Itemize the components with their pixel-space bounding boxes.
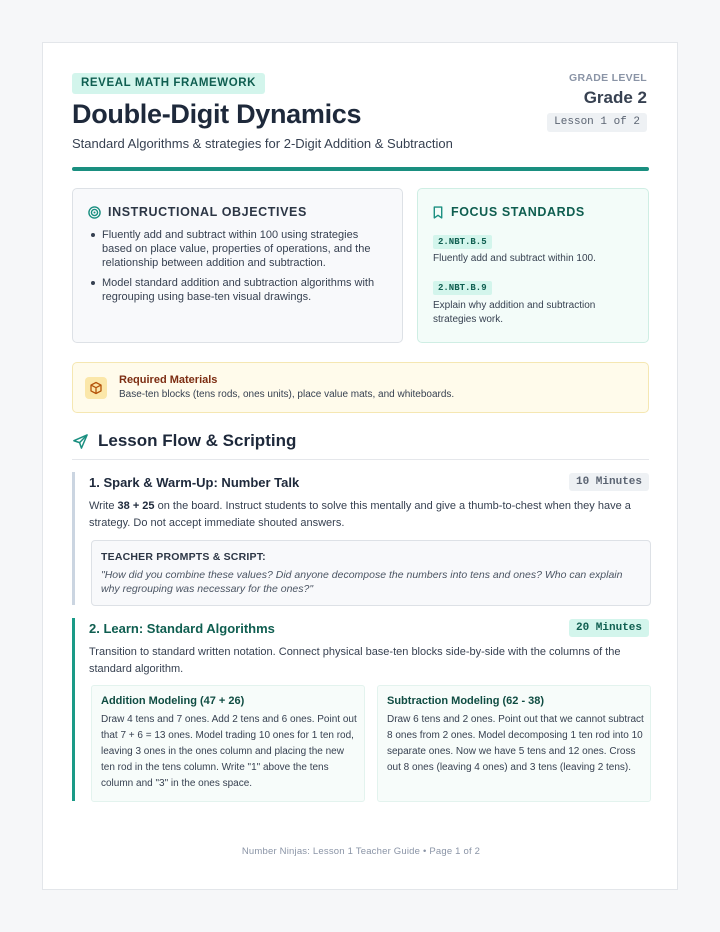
send-icon	[72, 433, 89, 450]
step-instructions: Transition to standard written notation. Connect physical base-ten blocks side-by-side with the columns of the standard algorithm.	[89, 646, 621, 675]
objectives-list	[102, 228, 389, 310]
lesson-flow-heading-row	[72, 431, 296, 451]
standard-code: 2.NBT.B.9	[433, 281, 492, 295]
page-footer: Number Ninjas: Lesson 1 Teacher Guide • Page 1 of 2	[241, 846, 481, 857]
prompt-label: TEACHER PROMPTS & SCRIPT:	[101, 551, 266, 563]
lesson-page	[42, 42, 678, 890]
standards-card	[417, 188, 649, 343]
standard-description: Fluently add and subtract within 100.	[433, 253, 596, 264]
page-subtitle: Standard Algorithms & strategies for 2-Digit Addition & Subtraction	[72, 136, 453, 151]
step-learn	[72, 618, 649, 801]
teacher-prompt-box	[91, 540, 651, 606]
instructions-text: on the board. Instruct students to solve this mentally and give a thumb-to-chest when they have a strategy. Do not accept immediate shouted answers.	[89, 500, 631, 529]
objectives-heading-row	[88, 205, 307, 219]
model-title: Addition Modeling (47 + 26)	[101, 695, 245, 707]
header-divider	[72, 167, 649, 171]
materials-title: Required Materials	[119, 374, 218, 386]
materials-callout	[72, 362, 649, 413]
instructions-text: Write	[89, 500, 118, 512]
step-title: 1. Spark & Warm-Up: Number Talk	[89, 475, 300, 490]
model-text: Draw 4 tens and 7 ones. Add 2 tens and 6 ones. Point out that 7 + 6 = 13 ones. Model trading 10 ones for 1 ten rod, leaving 3 ones in the ones column and placing the new ten rod in the tens column. Write "1" above the tens column and "3" in the ones space.	[101, 714, 357, 789]
lesson-flow-heading: Lesson Flow & Scripting	[98, 431, 297, 450]
standards-heading-row	[432, 205, 585, 219]
lesson-badge: Lesson 1 of 2	[547, 113, 647, 132]
duration-badge: 10 Minutes	[569, 473, 649, 491]
standard-code: 2.NBT.B.5	[433, 235, 492, 249]
objective-item: Model standard addition and subtraction algorithms with regrouping using base-ten visual drawings.	[102, 276, 389, 304]
standard-description: Explain why addition and subtraction strategies work.	[433, 300, 596, 325]
model-text: Draw 6 tens and 2 ones. Point out that we cannot subtract 8 ones from 2 ones. Model decomposing 1 ten rod into 10 separate ones. Now we have 5 tens and 12 ones. Cross out 8 ones (leaving 4 ones) and 3 tens (leaving 2 tens).	[387, 714, 644, 773]
grade-level-label: GRADE LEVEL	[569, 72, 647, 84]
problem-expression: 38 + 25	[117, 500, 155, 512]
duration-badge: 20 Minutes	[569, 619, 649, 637]
addition-model-card	[91, 685, 365, 802]
grade-value: Grade 2	[583, 88, 647, 107]
standards-heading: FOCUS STANDARDS	[451, 205, 585, 219]
materials-text: Base-ten blocks (tens rods, ones units), place value mats, and whiteboards.	[119, 389, 455, 400]
lesson-flow-divider	[72, 459, 649, 460]
objectives-card	[72, 188, 403, 343]
step-warmup	[72, 472, 649, 605]
page-title: Double-Digit Dynamics	[72, 99, 362, 129]
model-title: Subtraction Modeling (62 - 38)	[387, 695, 545, 707]
objectives-heading: INSTRUCTIONAL OBJECTIVES	[108, 205, 307, 219]
objective-item: Fluently add and subtract within 100 using strategies based on place value, properties of operations, and the relationship between addition and subtraction.	[102, 228, 389, 270]
subtraction-model-card	[377, 685, 651, 802]
prompt-script: "How did you combine these values? Did anyone decompose the numbers into tens and ones? Who can explain why regrouping was necessary for the ones?"	[101, 569, 623, 595]
step-title: 2. Learn: Standard Algorithms	[89, 621, 275, 636]
step-instructions	[89, 498, 649, 532]
framework-tag: REVEAL MATH FRAMEWORK	[72, 73, 265, 94]
box-icon	[85, 377, 107, 399]
target-icon	[88, 206, 101, 219]
bookmark-icon	[432, 206, 444, 219]
